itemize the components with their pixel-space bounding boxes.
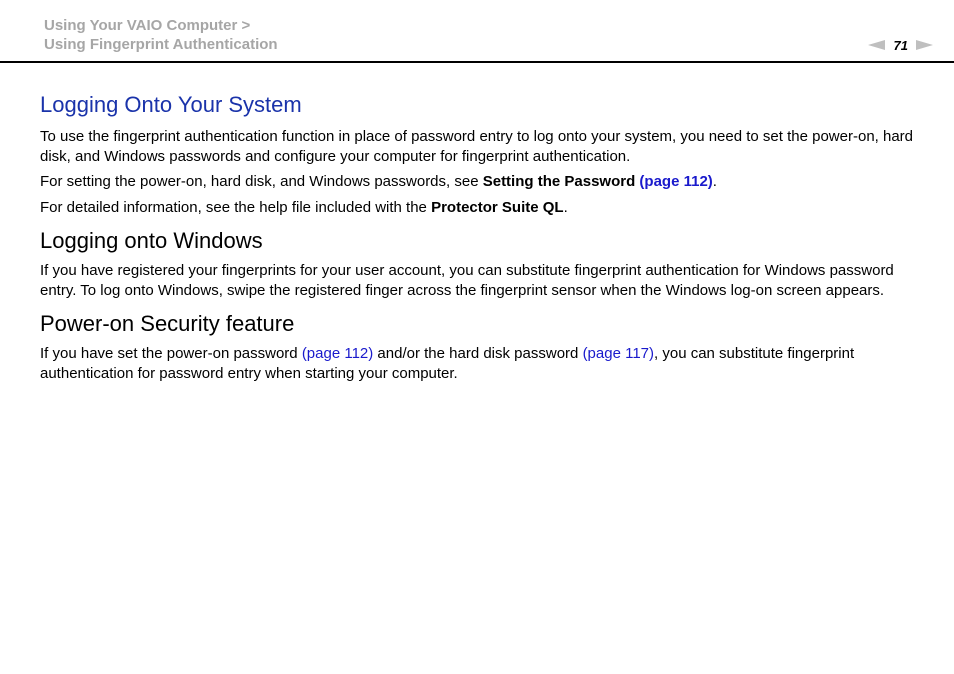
bold-term-setting-password: Setting the Password bbox=[482, 173, 636, 190]
page-link-112[interactable]: (page 112) bbox=[301, 345, 374, 362]
breadcrumb-line-1[interactable]: Using Your VAIO Computer > bbox=[44, 17, 251, 34]
page-number: 71 bbox=[893, 37, 908, 53]
triangle-left-icon[interactable] bbox=[868, 40, 885, 50]
page-content bbox=[40, 90, 920, 389]
page-navigation bbox=[868, 37, 933, 53]
paragraph-text: To use the fingerprint authentication function in place of password entry to log onto your system, you need to set the power-on, hard disk, and Windows passwords and configure your computer for fingerprint authentication. bbox=[40, 128, 914, 165]
section-title-logging-onto-windows: Logging onto Windows bbox=[40, 228, 263, 253]
paragraph-text: . bbox=[712, 173, 717, 190]
paragraph bbox=[40, 198, 920, 218]
bold-term-protector-suite: Protector Suite QL bbox=[431, 198, 564, 216]
paragraph-text: If you have registered your fingerprints for your user account, you can substitute fingerprint authentication for Windows password entry. To log onto Windows, swipe the registered finger across the fingerprint sensor when the Windows log-on screen appears. bbox=[40, 262, 894, 299]
header-divider bbox=[0, 61, 954, 63]
paragraph-text: and/or the hard disk password bbox=[373, 345, 583, 362]
page-link-112[interactable]: (page 112) bbox=[639, 173, 713, 190]
paragraph bbox=[40, 172, 920, 192]
section-title-logging-onto-system: Logging Onto Your System bbox=[40, 92, 302, 117]
paragraph bbox=[40, 344, 920, 383]
section-title-power-on-security: Power-on Security feature bbox=[40, 311, 295, 336]
paragraph-text: If you have set the power-on password bbox=[40, 345, 302, 362]
breadcrumb-line-2[interactable]: Using Fingerprint Authentication bbox=[44, 36, 278, 53]
paragraph-text: , you can substitute fingerprint authentication for password entry when starting your computer. bbox=[40, 345, 855, 382]
page-link-117[interactable]: (page 117) bbox=[582, 345, 655, 362]
breadcrumb bbox=[44, 16, 278, 54]
paragraph bbox=[40, 127, 920, 166]
paragraph-text: For setting the power-on, hard disk, and Windows passwords, see bbox=[40, 173, 483, 190]
triangle-right-icon[interactable] bbox=[916, 40, 933, 50]
paragraph bbox=[40, 261, 920, 300]
paragraph-text: . bbox=[563, 198, 568, 216]
paragraph-text: For detailed information, see the help file included with the bbox=[40, 198, 432, 216]
